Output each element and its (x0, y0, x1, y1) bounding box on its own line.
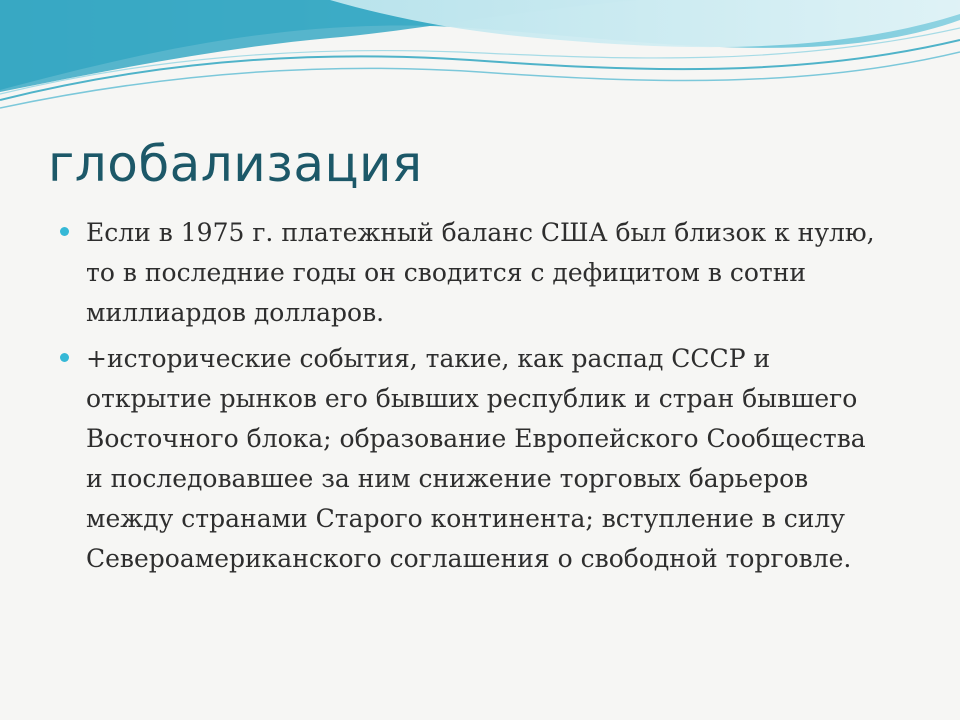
bullet-text: +исторические события, такие, как распад СССР и открытие рынков его бывших республик и стран бывшего Восточного блока; образование Европейского Сообщества и последовавшее за ним снижение торговых барьеров между странами Старого континента; вступление в силу Североамериканского соглашения о свободной торговле. (86, 344, 866, 573)
bullet-text: Если в 1975 г. платежный баланс США был близок к нулю, то в последние годы он сводится с дефицитом в сотни миллиардов долларов. (86, 218, 875, 327)
slide-title: глобализация (48, 135, 423, 193)
bullet-list (60, 213, 890, 585)
bullet-dot-icon (60, 227, 69, 236)
wave-header-decoration (0, 0, 960, 130)
bullet-item (60, 339, 890, 579)
bullet-item (60, 213, 890, 333)
bullet-dot-icon (60, 353, 69, 362)
